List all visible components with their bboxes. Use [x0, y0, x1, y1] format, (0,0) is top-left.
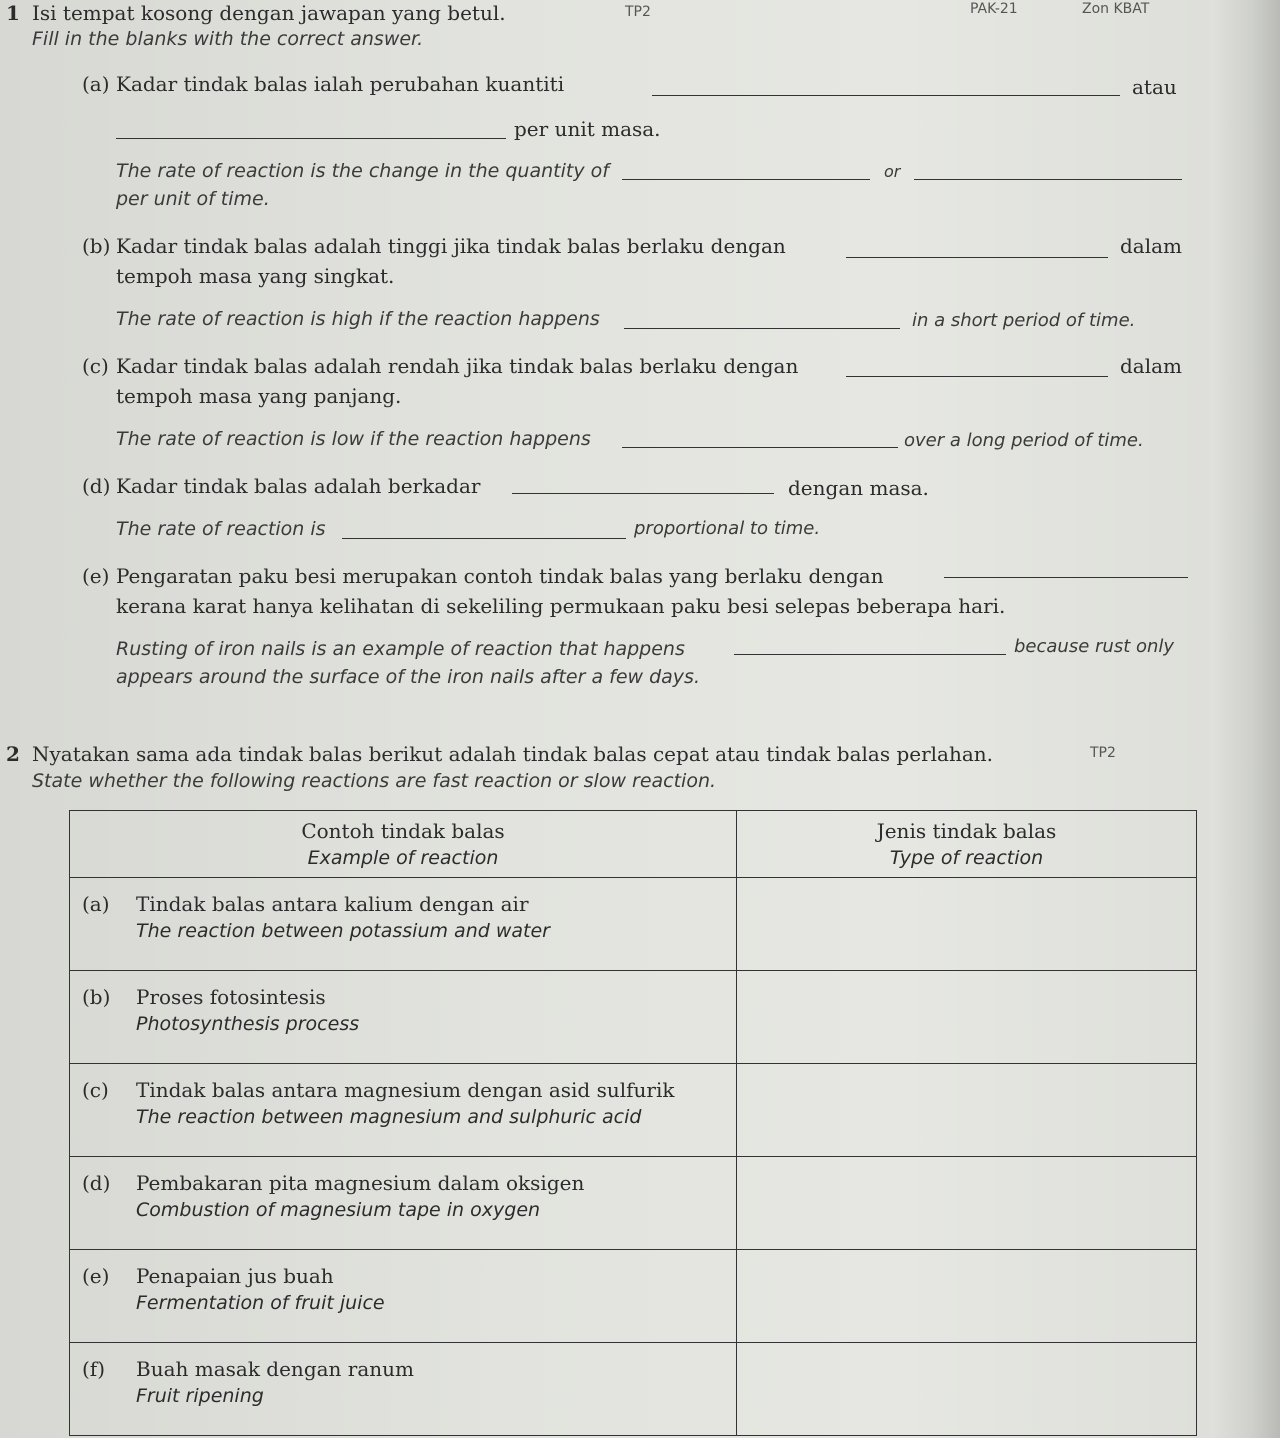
item-e-text-en-2: appears around the surface of the iron nails after a few days.	[116, 666, 700, 688]
book-spine	[1210, 0, 1280, 1438]
row-label: (d)	[82, 1171, 111, 1195]
row-label: (f)	[82, 1357, 106, 1381]
header-type-en: Type of reaction	[889, 847, 1044, 869]
example-ms: Pembakaran pita magnesium dalam oksigen	[136, 1171, 585, 1195]
item-d-text-ms: Kadar tindak balas adalah berkadar	[116, 474, 481, 498]
header-example-ms: Contoh tindak balas	[301, 819, 505, 843]
example-cell	[70, 1064, 737, 1157]
item-b-text-ms-2: tempoh masa yang singkat.	[116, 264, 395, 288]
table-row	[70, 1250, 1197, 1343]
pak21-label: PAK-21	[970, 1, 1018, 17]
example-ms: Buah masak dengan ranum	[136, 1357, 414, 1381]
answer-blank-a2[interactable]	[116, 138, 506, 139]
answer-blank-e[interactable]	[944, 577, 1188, 578]
item-d-text-en: The rate of reaction is	[116, 518, 326, 540]
answer-blank-c[interactable]	[846, 376, 1108, 377]
table-row	[70, 878, 1197, 971]
item-a-text-ms: Kadar tindak balas ialah perubahan kuantiti	[116, 72, 565, 96]
question-2-instruction-en: State whether the following reactions are fast reaction or slow reaction.	[32, 770, 717, 792]
example-cell	[70, 1250, 737, 1343]
example-cell	[70, 1343, 737, 1436]
answer-blank-b[interactable]	[846, 257, 1108, 258]
header-type-ms: Jenis tindak balas	[876, 819, 1057, 843]
row-label: (a)	[82, 892, 110, 916]
item-e-text-en: Rusting of iron nails is an example of reaction that happens	[116, 638, 685, 660]
answer-blank-c-en[interactable]	[622, 447, 898, 448]
item-a-text-en: The rate of reaction is the change in the quantity of	[116, 160, 609, 182]
table-row	[70, 1064, 1197, 1157]
answer-blank-a1-en[interactable]	[622, 179, 870, 180]
item-d-tail-en: proportional to time.	[634, 518, 821, 539]
example-en: The reaction between potassium and water	[136, 920, 550, 942]
item-a-or-ms: atau	[1132, 75, 1177, 99]
item-a-text-ms-2: per unit masa.	[514, 117, 661, 141]
item-e-label: (e)	[82, 564, 110, 588]
example-en: The reaction between magnesium and sulphuric acid	[136, 1106, 642, 1128]
question-1-instruction-ms: Isi tempat kosong dengan jawapan yang betul.	[32, 1, 506, 25]
answer-cell[interactable]	[737, 971, 1197, 1064]
answer-cell[interactable]	[737, 1343, 1197, 1436]
tp-level-badge: TP2	[625, 4, 651, 20]
table-row	[70, 1343, 1197, 1436]
example-en: Combustion of magnesium tape in oxygen	[136, 1199, 541, 1221]
item-c-text-en: The rate of reaction is low if the reaction happens	[116, 428, 591, 450]
answer-blank-a1[interactable]	[652, 95, 1120, 96]
example-en: Photosynthesis process	[136, 1013, 360, 1035]
example-ms: Penapaian jus buah	[136, 1264, 334, 1288]
answer-blank-a2-en[interactable]	[914, 179, 1182, 180]
question-1-instruction-en: Fill in the blanks with the correct answer.	[32, 28, 424, 50]
answer-cell[interactable]	[737, 878, 1197, 971]
example-ms: Proses fotosintesis	[136, 985, 326, 1009]
example-en: Fruit ripening	[136, 1385, 264, 1407]
item-b-tail-en: in a short period of time.	[912, 310, 1136, 331]
answer-blank-e-en[interactable]	[734, 654, 1006, 655]
answer-cell[interactable]	[737, 1064, 1197, 1157]
item-c-text-ms: Kadar tindak balas adalah rendah jika tindak balas berlaku dengan	[116, 354, 799, 378]
example-ms: Tindak balas antara kalium dengan air	[136, 892, 529, 916]
zone-kbat-label: Zon KBAT	[1082, 1, 1150, 17]
example-cell	[70, 971, 737, 1064]
header-example	[70, 811, 737, 878]
table-row	[70, 1157, 1197, 1250]
item-d-tail-ms: dengan masa.	[788, 476, 929, 500]
reaction-type-table	[69, 810, 1197, 1436]
item-c-label: (c)	[82, 354, 109, 378]
item-c-tail-en: over a long period of time.	[904, 430, 1144, 451]
question-2-instruction-ms: Nyatakan sama ada tindak balas berikut adalah tindak balas cepat atau tindak balas perlahan.	[32, 742, 994, 766]
example-ms: Tindak balas antara magnesium dengan asid sulfurik	[136, 1078, 675, 1102]
example-en: Fermentation of fruit juice	[136, 1292, 385, 1314]
item-b-text-en: The rate of reaction is high if the reaction happens	[116, 308, 600, 330]
header-example-en: Example of reaction	[307, 847, 499, 869]
answer-blank-d[interactable]	[512, 493, 774, 494]
question-2-number: 2	[6, 742, 20, 766]
item-c-tail-ms: dalam	[1120, 354, 1183, 378]
item-d-label: (d)	[82, 474, 111, 498]
row-label: (e)	[82, 1264, 110, 1288]
answer-cell[interactable]	[737, 1250, 1197, 1343]
answer-blank-b-en[interactable]	[624, 328, 900, 329]
item-a-text-en-2: per unit of time.	[116, 188, 270, 210]
example-cell	[70, 878, 737, 971]
row-label: (c)	[82, 1078, 109, 1102]
table-row	[70, 971, 1197, 1064]
item-b-label: (b)	[82, 234, 111, 258]
answer-blank-d-en[interactable]	[342, 538, 626, 539]
tp-level-badge-2: TP2	[1090, 745, 1116, 761]
example-cell	[70, 1157, 737, 1250]
item-b-tail-ms: dalam	[1120, 234, 1183, 258]
row-label: (b)	[82, 985, 111, 1009]
item-e-text-ms: Pengaratan paku besi merupakan contoh tindak balas yang berlaku dengan	[116, 564, 884, 588]
table-header-row	[70, 811, 1197, 878]
item-e-tail-en: because rust only	[1014, 636, 1175, 657]
header-type	[737, 811, 1197, 878]
question-1-number: 1	[6, 1, 20, 25]
answer-cell[interactable]	[737, 1157, 1197, 1250]
item-a-label: (a)	[82, 72, 110, 96]
item-b-text-ms: Kadar tindak balas adalah tinggi jika tindak balas berlaku dengan	[116, 234, 786, 258]
item-e-text-ms-2: kerana karat hanya kelihatan di sekeliling permukaan paku besi selepas beberapa hari.	[116, 594, 1006, 618]
item-a-or-en: or	[884, 162, 901, 181]
item-c-text-ms-2: tempoh masa yang panjang.	[116, 384, 402, 408]
